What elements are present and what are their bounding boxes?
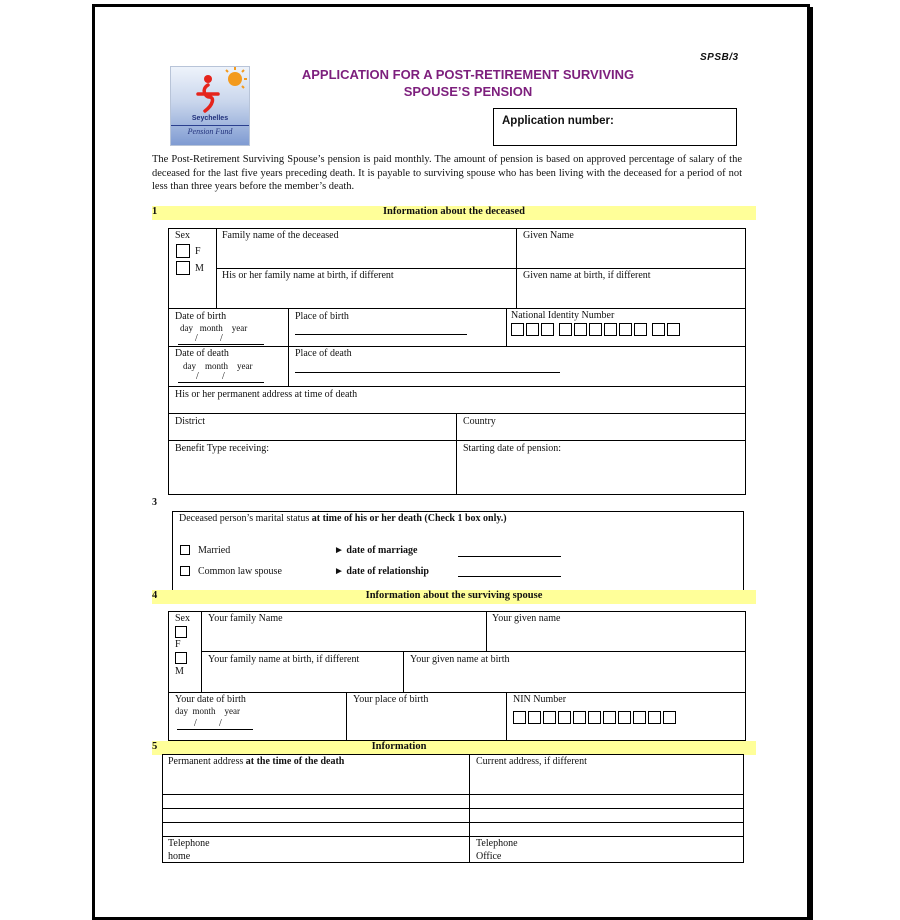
deceased-place-of-birth-label: Place of birth <box>295 311 349 322</box>
deceased-nin-boxes[interactable] <box>511 323 680 336</box>
deceased-place-of-death-field[interactable] <box>295 372 560 373</box>
spouse-family-name-label: Your family Name <box>208 613 283 624</box>
spouse-dob-parts: day month year <box>175 706 240 716</box>
deceased-sex-m-label: M <box>195 263 204 274</box>
section1-title: Information about the deceased <box>382 206 526 217</box>
section4-number: 4 <box>152 590 158 601</box>
telephone-home-label: Telephone <box>168 838 210 849</box>
deceased-dob-parts: day month year <box>180 323 248 333</box>
common-law-label: Common law spouse <box>198 566 282 577</box>
spouse-given-name-label: Your given name <box>492 613 561 624</box>
section4-header <box>152 590 756 604</box>
common-law-checkbox[interactable] <box>180 566 190 576</box>
form-title-line1: APPLICATION FOR A POST-RETIREMENT SURVIVING <box>301 67 635 82</box>
permanent-address-label <box>168 756 344 767</box>
deceased-place-of-birth-field[interactable] <box>295 334 467 335</box>
application-number-field[interactable] <box>493 108 737 146</box>
deceased-sex-f-checkbox[interactable] <box>176 244 190 258</box>
logo-text-line1: Seychelles <box>191 115 229 122</box>
deceased-country-label: Country <box>463 416 496 427</box>
telephone-home-sublabel: home <box>168 851 191 862</box>
deceased-address-label: His or her permanent address at time of death <box>175 389 358 400</box>
deceased-dob-label: Date of birth <box>175 311 227 322</box>
deceased-district-label: District <box>175 416 205 427</box>
spouse-sex-f-label: F <box>175 639 181 650</box>
section1-header <box>152 206 756 220</box>
application-number-label: Application number: <box>502 115 614 127</box>
date-of-marriage-label: ► date of marriage <box>334 545 418 556</box>
logo-text-line2: Pension Fund <box>171 125 249 136</box>
spouse-birth-family-name-label: Your family name at birth, if different <box>208 654 360 665</box>
form-code: SPSB/3 <box>700 52 739 63</box>
deceased-sex-f-label: F <box>195 246 201 257</box>
telephone-office-sublabel: Office <box>476 851 502 862</box>
spouse-sex-f-checkbox[interactable] <box>175 626 187 638</box>
deceased-dod-field[interactable] <box>178 382 264 383</box>
marital-status-prefix: Deceased person’s marital status <box>179 513 312 524</box>
deceased-nin-label: National Identity Number <box>511 310 615 321</box>
section5-title: Information <box>371 741 427 752</box>
telephone-office-label: Telephone <box>476 838 518 849</box>
deceased-place-of-death-label: Place of death <box>295 348 352 359</box>
deceased-sex-m-checkbox[interactable] <box>176 261 190 275</box>
spouse-dob-field[interactable] <box>177 729 253 730</box>
married-label: Married <box>198 545 231 556</box>
spouse-place-of-birth-label: Your place of birth <box>353 694 429 705</box>
spouse-nin-boxes[interactable] <box>513 711 676 724</box>
spouse-sex-m-checkbox[interactable] <box>175 652 187 664</box>
deceased-dod-parts: day month year <box>183 361 253 371</box>
spouse-birth-given-name-label: Your given name at birth <box>410 654 510 665</box>
pension-start-date-label: Starting date of pension: <box>463 443 562 454</box>
section4-title: Information about the surviving spouse <box>365 590 543 601</box>
deceased-birth-family-name-label: His or her family name at birth, if different <box>222 270 394 281</box>
pension-fund-logo <box>170 66 250 146</box>
deceased-dob-field[interactable] <box>178 344 264 345</box>
marital-status-question <box>179 513 507 524</box>
spouse-nin-label: NIN Number <box>513 694 567 705</box>
deceased-dod-label: Date of death <box>175 348 229 359</box>
section5-header <box>152 741 756 755</box>
section5-number: 5 <box>152 741 158 752</box>
married-checkbox[interactable] <box>180 545 190 555</box>
date-of-marriage-field[interactable] <box>458 556 561 557</box>
intro-paragraph: The Post-Retirement Surviving Spouse’s pension is paid monthly. The amount of pension is based on approved percentage of salary of the deceased for the last five years preceding death. It is payable to surviving spouse who has been living with the deceased for a period of not less than three years before the member’s death. <box>152 154 742 192</box>
permanent-address-bold: at the time of the death <box>245 756 345 767</box>
benefit-type-label: Benefit Type receiving: <box>175 443 270 454</box>
section1-number: 1 <box>152 206 158 217</box>
deceased-given-name-label: Given Name <box>523 230 574 241</box>
date-of-relationship-label: ► date of relationship <box>334 566 429 577</box>
permanent-address-prefix: Permanent address <box>168 756 246 767</box>
section3-number: 3 <box>152 497 157 508</box>
current-address-label: Current address, if different <box>476 756 587 767</box>
date-of-relationship-field[interactable] <box>458 576 561 577</box>
form-title-line2: SPOUSE’S PENSION <box>403 84 533 99</box>
marital-status-instruction: at time of his or her death (Check 1 box only.) <box>311 513 507 524</box>
spouse-dob-label: Your date of birth <box>175 694 246 705</box>
deceased-birth-given-name-label: Given name at birth, if different <box>523 270 651 281</box>
spouse-sex-m-label: M <box>175 666 184 677</box>
spouse-sex-label: Sex <box>175 613 190 624</box>
deceased-sex-label: Sex <box>175 230 190 241</box>
deceased-family-name-label: Family name of the deceased <box>222 230 339 241</box>
